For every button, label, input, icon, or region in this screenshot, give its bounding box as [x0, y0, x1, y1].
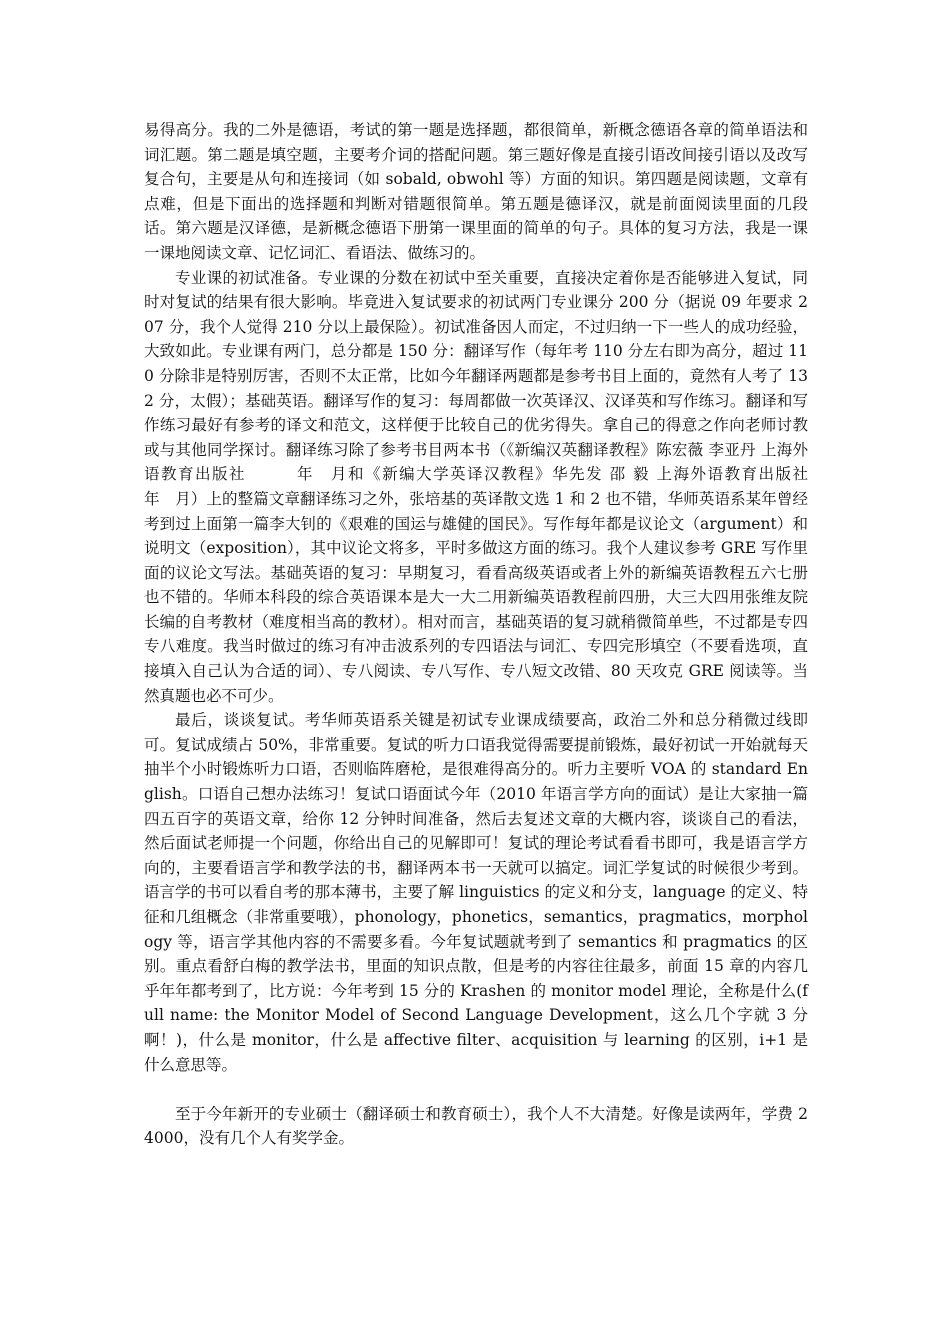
article-body	[144, 118, 855, 1151]
paragraph-major-course-preparation: 专业课的初试准备。专业课的分数在初试中至关重要，直接决定着你是否能够进入复试，同时对复试的结果有很大影响。毕竟进入复试要求的初试两门专业课分 200 分（据说 09 年要求 207 分，我个人觉得 210 分以上最保险）。初试准备因人而定，不过归纳一下一些人的成功经验，大致如此。专业课有两门，总分都是 150 分：翻译写作（每年考 110 分左右即为高分，超过 110 分除非是特别厉害，否则不太正常，比如今年翻译两题都是参考书目上面的，竟然有人考了 132 分，太假）；基础英语。翻译写作的复习：每周都做一次英译汉、汉译英和写作练习。翻译和写作练习最好有参考的译文和范文，这样便于比较自己的优劣得失。拿自己的得意之作向老师讨教或与其他同学探讨。翻译练习除了参考书目两本书（《新编汉英翻译教程》陈宏薇 李亚丹 上海外语教育出版社 年 月和《新编大学英译汉教程》华先发 邵 毅 上海外语教育出版社 年 月）上的整篇文章翻译练习之外，张培基的英译散文选 1 和 2 也不错，华师英语系某年曾经考到过上面第一篇李大钊的《艰难的国运与雄健的国民》。写作每年都是议论文（argument）和说明文（exposition），其中议论文将多，平时多做这方面的练习。我个人建议参考 GRE 写作里面的议论文写法。基础英语的复习：早期复习，看看高级英语或者上外的新编英语教程五六七册也不错的。华师本科段的综合英语课本是大一大二用新编英语教程前四册，大三大四用张维友院长编的自考教材（难度相当高的教材）。相对而言，基础英语的复习就稍微简单些，不过都是专四专八难度。我当时做过的练习有冲击波系列的专四语法与词汇、专四完形填空（不要看选项，直接填入自己认为合适的词）、专八阅读、专八写作、专八短文改错、80 天攻克 GRE 阅读等。当然真题也必不可少。	[144, 268, 855, 705]
paragraph-second-language-exam: 易得高分。我的二外是德语，考试的第一题是选择题，都很简单，新概念德语各章的简单语法和词汇题。第二题是填空题，主要考介词的搭配问题。第三题好像是直接引语改间接引语以及改写复合句，主要是从句和连接词（如 sobald, obwohl 等）方面的知识。第四题是阅读题，文章有点难，但是下面出的选择题和判断对错题很简单。第五题是德译汉，就是前面阅读里面的几段话。第六题是汉译德，是新概念德语下册第一课里面的简单的句子。具体的复习方法，我是一课一课地阅读文章、记忆词汇、看语法、做练习的。	[144, 121, 808, 262]
paragraph-professional-master: 至于今年新开的专业硕士（翻译硕士和教育硕士），我个人不大清楚。好像是读两年，学费 24000，没有几个人有奖学金。	[144, 1104, 808, 1148]
paragraph-spacer	[144, 1077, 808, 1102]
paragraph-retest: 最后，谈谈复试。考华师英语系关键是初试专业课成绩要高，政治二外和总分稍微过线即可。复试成绩占 50%，非常重要。复试的听力口语我觉得需要提前锻炼，最好初试一开始就每天抽半个小时锻炼听力口语，否则临阵磨枪，是很难得高分的。听力主要听 VOA 的 standard English。口语自己想办法练习！复试口语面试今年（2010 年语言学方向的面试）是让大家抽一篇四五百字的英语文章，给你 12 分钟时间准备，然后去复述文章的大概内容，谈谈自己的看法，然后面试老师提一个问题，你给出自己的见解即可！复试的理论考试看看书即可，我是语言学方向的，主要看语言学和教学法的书，翻译两本书一天就可以搞定。词汇学复试的时候很少考到。语言学的书可以看自考的那本薄书，主要了解 linguistics 的定义和分支，language 的定义、特征和几组概念（非常重要哦），phonology，phonetics，semantics，pragmatics，morphology 等，语言学其他内容的不需要多看。今年复试题就考到了 semantics 和 pragmatics 的区别。重点看舒白梅的教学法书，里面的知识点散，但是考的内容往往最多，前面 15 章的内容几乎年年都考到了，比方说：今年考到 15 分的 Krashen 的 monitor model 理论，全称是什么(full name: the Monitor Model of Second Language Development，这么几个字就 3 分啊！)，什么是 monitor，什么是 affective filter、acquisition 与 learning 的区别，i+1 是什么意思等。	[144, 711, 808, 1074]
